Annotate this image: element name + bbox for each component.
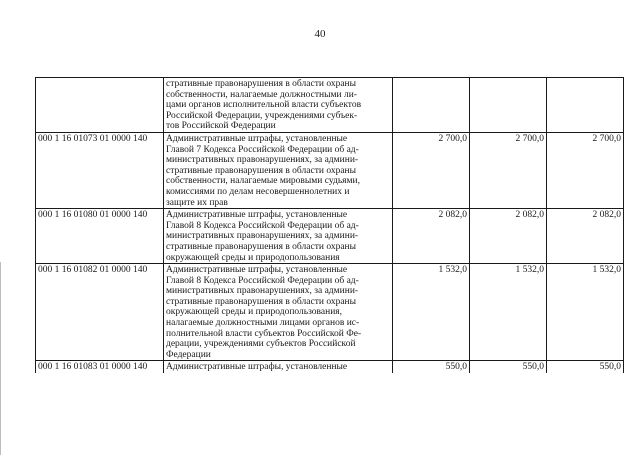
amount-cell: 2 700,0 bbox=[393, 132, 470, 208]
name-line: стративные правонарушения в области охраны bbox=[166, 241, 357, 252]
amount-cell bbox=[547, 78, 624, 133]
amount-cell: 2 082,0 bbox=[547, 209, 624, 264]
name-line: собственности, налагаемые должностными ли- bbox=[166, 89, 357, 100]
amount-cell bbox=[470, 78, 547, 133]
name-line: Административные штрафы, установленные bbox=[166, 362, 348, 373]
amount-cell: 1 532,0 bbox=[470, 264, 547, 361]
name-line: полнительной власти субъектов Российской Фе- bbox=[166, 328, 362, 339]
page-edge-line bbox=[0, 262, 1, 455]
table-row bbox=[36, 78, 624, 133]
name-line: стративные правонарушения в области охраны bbox=[166, 296, 357, 307]
table-row bbox=[36, 132, 624, 208]
amount-cell: 2 700,0 bbox=[470, 132, 547, 208]
name-line: Главой 8 Кодекса Российской Федерации об ад- bbox=[166, 220, 359, 231]
table-row bbox=[36, 361, 624, 373]
revenue-name-cell bbox=[164, 361, 393, 373]
budget-code-cell: 000 1 16 01080 01 0000 140 bbox=[36, 209, 164, 264]
budget-code-cell: 000 1 16 01082 01 0000 140 bbox=[36, 264, 164, 361]
table-row bbox=[36, 209, 624, 264]
name-line: комиссиями по делам несовершеннолетних и bbox=[166, 186, 350, 197]
amount-cell: 2 082,0 bbox=[470, 209, 547, 264]
amount-cell: 550,0 bbox=[393, 361, 470, 373]
name-line: Административные штрафы, установленные bbox=[166, 210, 348, 221]
revenue-name-cell bbox=[164, 78, 393, 133]
name-line: защите их прав bbox=[166, 197, 228, 208]
budget-code-cell bbox=[36, 78, 164, 133]
name-line: окружающей среды и природопользования bbox=[166, 252, 340, 263]
name-line: Главой 8 Кодекса Российской Федерации об ад- bbox=[166, 275, 359, 286]
name-line: Федерации bbox=[166, 349, 211, 360]
name-line: дерации, учреждениями субъектов Российской bbox=[166, 339, 356, 350]
name-line: Российской Федерации, учреждениями субъек- bbox=[166, 110, 358, 121]
name-line: Административные штрафы, установленные bbox=[166, 133, 348, 144]
name-line: министративных правонарушениях, за админи- bbox=[166, 155, 359, 166]
amount-cell: 2 700,0 bbox=[547, 132, 624, 208]
amount-cell: 550,0 bbox=[470, 361, 547, 373]
name-line: окружающей среды и природопользования, bbox=[166, 307, 343, 318]
name-line: тов Российской Федерации bbox=[166, 121, 276, 132]
revenue-name-cell bbox=[164, 132, 393, 208]
name-line: стративные правонарушения в области охраны bbox=[166, 165, 357, 176]
amount-cell: 1 532,0 bbox=[393, 264, 470, 361]
amount-cell bbox=[393, 78, 470, 133]
name-line: цами органов исполнительной власти субъектов bbox=[166, 100, 362, 111]
name-line: министративных правонарушениях, за админи- bbox=[166, 231, 359, 242]
name-line: министративных правонарушениях, за админи- bbox=[166, 286, 359, 297]
name-line: налагаемые должностными лицами органов ис- bbox=[166, 318, 360, 329]
revenue-name-cell bbox=[164, 209, 393, 264]
amount-cell: 550,0 bbox=[547, 361, 624, 373]
name-line: Административные штрафы, установленные bbox=[166, 265, 348, 276]
budget-code-cell: 000 1 16 01073 01 0000 140 bbox=[36, 132, 164, 208]
budget-revenue-table bbox=[35, 77, 624, 373]
budget-code-cell: 000 1 16 01083 01 0000 140 bbox=[36, 361, 164, 373]
name-line: стративные правонарушения в области охраны bbox=[166, 79, 357, 89]
amount-cell: 2 082,0 bbox=[393, 209, 470, 264]
table-row bbox=[36, 264, 624, 361]
amount-cell: 1 532,0 bbox=[547, 264, 624, 361]
name-line: Главой 7 Кодекса Российской Федерации об ад- bbox=[166, 144, 359, 155]
page-number: 40 bbox=[314, 28, 326, 40]
revenue-name-cell bbox=[164, 264, 393, 361]
name-line: собственности, налагаемые мировыми судьями, bbox=[166, 176, 361, 187]
